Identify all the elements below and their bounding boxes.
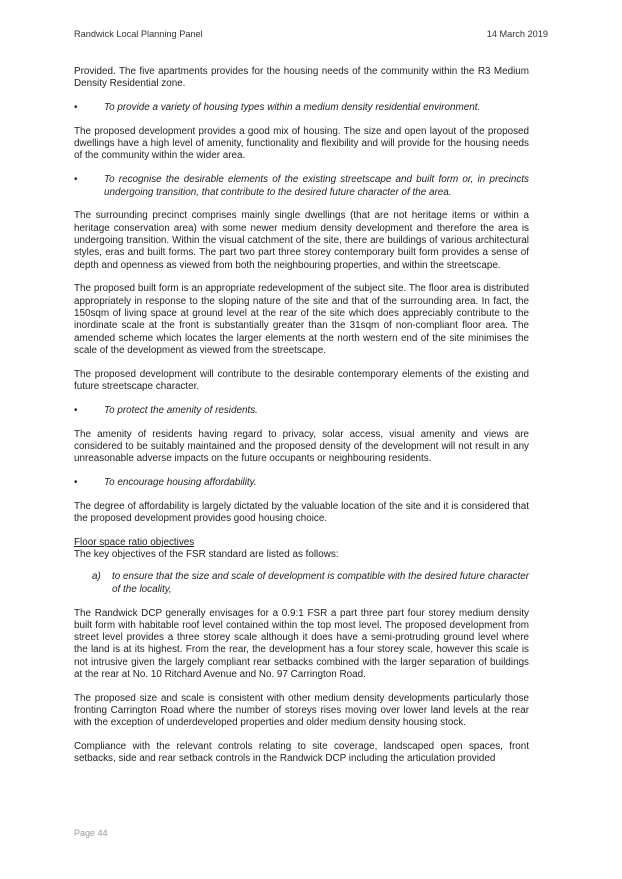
objective-label: a) xyxy=(92,571,101,583)
bullet-icon: • xyxy=(74,404,78,416)
bullet-text: To protect the amenity of residents. xyxy=(104,404,258,416)
paragraph: Provided. The five apartments provides for the housing needs of the community within the R3 Medium Density Residential zone. xyxy=(74,66,529,90)
bullet-icon: • xyxy=(74,476,78,488)
bullet-text: To provide a variety of housing types within a medium density residential environment. xyxy=(104,102,481,114)
objective-item xyxy=(92,571,529,596)
paragraph: The proposed size and scale is consistent with other medium density developments particularly those fronting Carrington Road where the number of storeys rises moving over lower land levels at the rear with the exception of underdeveloped properties and older medium density housing stock. xyxy=(74,692,529,729)
section-heading-text: Floor space ratio objectives xyxy=(74,536,195,548)
paragraph: The proposed development will contribute to the desirable contemporary elements of the existing and future streetscape character. xyxy=(74,368,529,392)
paragraph: The key objectives of the FSR standard are listed as follows: xyxy=(74,549,339,561)
paragraph: The proposed development provides a good mix of housing. The size and open layout of the proposed dwellings have a high level of amenity, functionality and flexibility and will provide for the housing needs of the community within the wider area. xyxy=(74,125,529,162)
paragraph: The Randwick DCP generally envisages for a 0.9:1 FSR a part three part four storey medium density built form with habitable roof level contained within the top most level. The proposed development from street level provides a three storey scale although it does have a semi-protruding ground level where the land is at its highest. From the rear, the development has a four storey scale, however this scale is not intrusive given the largely compliant rear setbacks combined with the larger separation of buildings at the rear at No. 10 Ritchard Avenue and No. 97 Carrington Road. xyxy=(74,607,529,680)
paragraph: The proposed built form is an appropriate redevelopment of the subject site. The floor area is distributed appropriately in response to the sloping nature of the site and that of the surrounding area. In fact, the 150sqm of living space at ground level at the rear of the site which does appreciably contribute to the inordinate scale at the front is substantially greater than the 31sqm of non-compliant floor area. The amended scheme which locates the larger elements at the north western end of the site minimises the scale of the development as viewed from the streetscape. xyxy=(74,283,529,356)
paragraph: The surrounding precinct comprises mainly single dwellings (that are not heritage items or within a heritage conservation area) with some newer medium density development and therefore the area is undergoing transition. Within the visual catchment of the site, there are buildings of various architectural styles, eras and built forms. The part two part three storey contemporary built form provides a sense of depth and openness as viewed from both the neighbouring properties, and within the streetscape. xyxy=(74,210,529,271)
bullet-icon: • xyxy=(74,102,78,114)
paragraph: The amenity of residents having regard to privacy, solar access, visual amenity and views are considered to be suitably maintained and the proposed density of the development will not result in any unreasonable adverse impacts on the future occupants or neighbouring residents. xyxy=(74,428,529,465)
page-number: Page 44 xyxy=(74,828,108,838)
bullet-icon: • xyxy=(74,174,78,186)
bullet-item xyxy=(74,405,529,417)
paragraph: Compliance with the relevant controls relating to site coverage, landscaped open spaces, front setbacks, side and rear setback controls in the Randwick DCP including the articulation provided xyxy=(74,741,529,765)
bullet-item xyxy=(74,477,529,489)
header-date: 14 March 2019 xyxy=(486,29,548,39)
bullet-item xyxy=(74,102,529,114)
paragraph: The degree of affordability is largely dictated by the valuable location of the site and it is considered that the proposed development provides good housing choice. xyxy=(74,500,529,525)
bullet-item xyxy=(74,174,529,199)
section-heading xyxy=(74,537,529,549)
objective-text: to ensure that the size and scale of development is compatible with the desired future character of the locality, xyxy=(112,571,529,595)
document-body xyxy=(74,66,529,777)
bullet-text: To recognise the desirable elements of the existing streetscape and built form or, in precincts undergoing transition, that contribute to the desired future character of the area. xyxy=(104,174,529,198)
bullet-text: To encourage housing affordability. xyxy=(104,476,257,488)
header-title: Randwick Local Planning Panel xyxy=(74,29,203,39)
